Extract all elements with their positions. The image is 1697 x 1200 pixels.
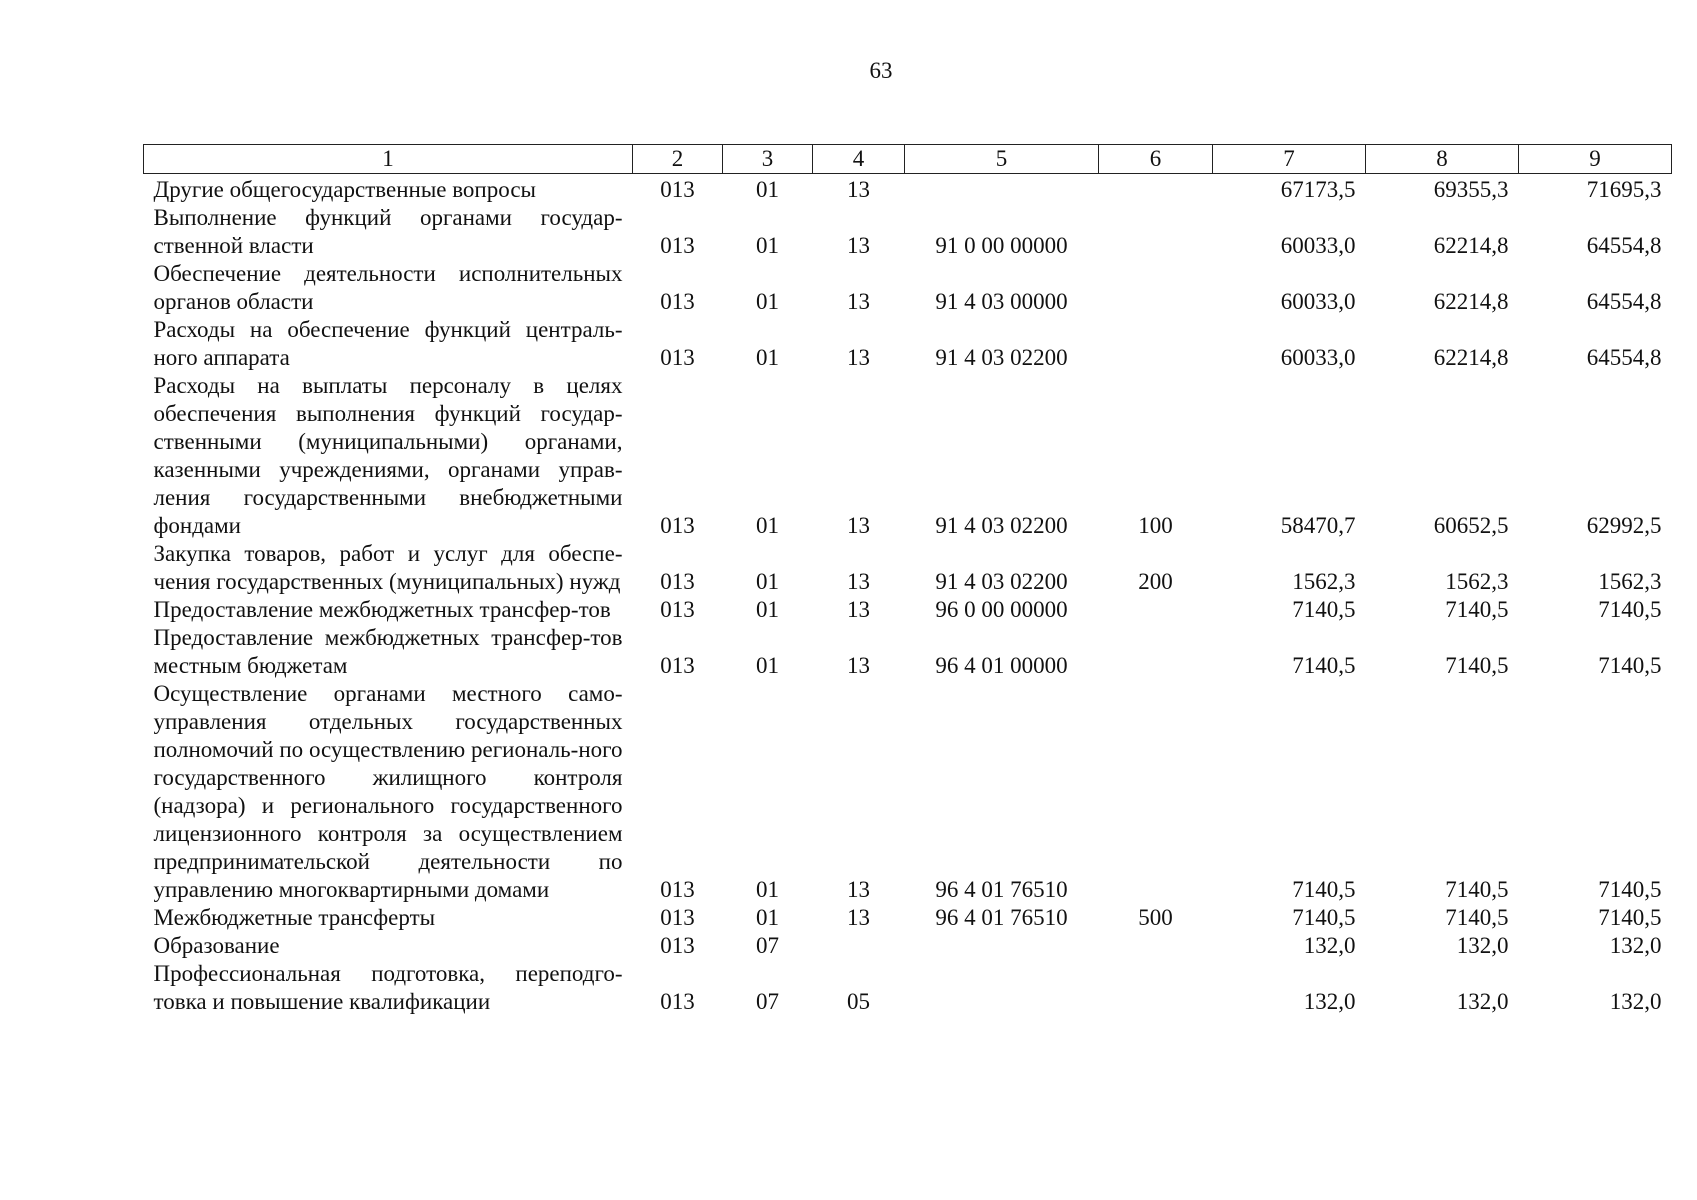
row-name: Другие общегосударственные вопросы	[153, 177, 536, 202]
row-section: 01	[756, 177, 779, 202]
table-row	[144, 624, 1672, 680]
row-amount-3: 7140,5	[1598, 905, 1662, 930]
row-amount-1: 60033,0	[1280, 289, 1356, 314]
row-name: Осуществление органами местного само-управления отдельных государственных полномочий по осуществлению региональ-ного государственного жилищного контроля (надзора) и регионального государственного лицензионного контроля за осуществлением предпринимательской деятельности по управлению многоквартирными домами	[153, 681, 623, 902]
row-target-article: 96 0 00 00000	[935, 597, 1068, 622]
row-amount-3: 132,0	[1609, 989, 1662, 1014]
row-subsection: 13	[847, 569, 870, 594]
row-expense-type	[1099, 316, 1213, 372]
header-col-9: 9	[1519, 145, 1672, 174]
row-target-article	[905, 932, 1099, 960]
table-row	[144, 174, 1672, 205]
row-grbs: 013	[660, 233, 695, 258]
row-grbs: 013	[660, 597, 695, 622]
row-amount-2: 62214,8	[1433, 345, 1509, 370]
table-row	[144, 680, 1672, 904]
row-amount-2: 7140,5	[1445, 905, 1509, 930]
row-name: Предоставление межбюджетных трансфер-тов	[153, 597, 611, 622]
row-subsection: 13	[847, 233, 870, 258]
table-row	[144, 316, 1672, 372]
row-amount-1: 60033,0	[1280, 345, 1356, 370]
table-row	[144, 932, 1672, 960]
table-row	[144, 904, 1672, 932]
row-amount-3: 71695,3	[1586, 177, 1662, 202]
row-expense-type	[1099, 260, 1213, 316]
header-col-1: 1	[144, 145, 633, 174]
row-grbs: 013	[660, 569, 695, 594]
row-target-article: 91 4 03 02200	[935, 569, 1068, 594]
row-amount-1: 67173,5	[1280, 177, 1356, 202]
row-name: Расходы на обеспечение функций централь-ного аппарата	[153, 317, 623, 370]
row-grbs: 013	[660, 877, 695, 902]
row-expense-type: 500	[1138, 905, 1173, 930]
row-grbs: 013	[660, 905, 695, 930]
row-section: 01	[756, 905, 779, 930]
row-section: 01	[756, 569, 779, 594]
header-col-3: 3	[723, 145, 813, 174]
row-expense-type: 200	[1138, 569, 1173, 594]
table-row	[144, 960, 1672, 1016]
row-name: Предоставление межбюджетных трансфер-тов местным бюджетам	[153, 625, 623, 678]
row-expense-type	[1099, 960, 1213, 1016]
page-number: 63	[869, 58, 893, 83]
table-row	[144, 260, 1672, 316]
row-subsection: 13	[847, 513, 870, 538]
row-subsection: 05	[847, 989, 870, 1014]
row-amount-2: 1562,3	[1445, 569, 1509, 594]
row-amount-1: 7140,5	[1292, 597, 1356, 622]
header-col-7: 7	[1213, 145, 1366, 174]
row-amount-1: 58470,7	[1280, 513, 1356, 538]
row-subsection: 13	[847, 877, 870, 902]
row-grbs: 013	[660, 177, 695, 202]
table-row	[144, 540, 1672, 596]
row-amount-2: 7140,5	[1445, 653, 1509, 678]
row-name: Межбюджетные трансферты	[153, 905, 436, 930]
row-amount-1: 60033,0	[1280, 233, 1356, 258]
row-amount-1: 132,0	[1303, 989, 1356, 1014]
row-expense-type	[1099, 680, 1213, 904]
row-target-article	[905, 174, 1099, 205]
row-expense-type	[1099, 624, 1213, 680]
row-target-article: 91 4 03 00000	[935, 289, 1068, 314]
row-amount-2: 60652,5	[1433, 513, 1509, 538]
header-col-8: 8	[1366, 145, 1519, 174]
table-row	[144, 204, 1672, 260]
row-grbs: 013	[660, 345, 695, 370]
row-section: 01	[756, 233, 779, 258]
row-section: 07	[756, 989, 779, 1014]
row-section: 01	[756, 597, 779, 622]
row-name: Выполнение функций органами государ-ственной власти	[153, 205, 623, 258]
row-target-article: 96 4 01 76510	[935, 905, 1068, 930]
row-amount-3: 1562,3	[1598, 569, 1662, 594]
row-amount-3: 62992,5	[1586, 513, 1662, 538]
row-expense-type	[1099, 174, 1213, 205]
row-amount-2: 7140,5	[1445, 597, 1509, 622]
row-amount-2: 132,0	[1456, 933, 1509, 958]
row-target-article: 96 4 01 00000	[935, 653, 1068, 678]
header-col-6: 6	[1099, 145, 1213, 174]
table-row	[144, 372, 1672, 540]
row-amount-1: 7140,5	[1292, 905, 1356, 930]
row-amount-1: 7140,5	[1292, 653, 1356, 678]
row-target-article: 91 0 00 00000	[935, 233, 1068, 258]
row-grbs: 013	[660, 933, 695, 958]
row-expense-type	[1099, 932, 1213, 960]
row-name: Закупка товаров, работ и услуг для обеспе-чения государственных (муниципальных) нужд	[153, 541, 623, 594]
row-target-article: 91 4 03 02200	[935, 513, 1068, 538]
row-amount-2: 62214,8	[1433, 289, 1509, 314]
budget-table	[143, 144, 1672, 1016]
row-target-article: 91 4 03 02200	[935, 345, 1068, 370]
row-subsection: 13	[847, 653, 870, 678]
row-amount-3: 64554,8	[1586, 345, 1662, 370]
row-subsection: 13	[847, 905, 870, 930]
row-section: 01	[756, 513, 779, 538]
header-col-4: 4	[813, 145, 905, 174]
row-amount-1: 132,0	[1303, 933, 1356, 958]
row-name: Образование	[153, 933, 280, 958]
table-header	[144, 145, 1672, 174]
row-section: 01	[756, 345, 779, 370]
row-amount-3: 7140,5	[1598, 877, 1662, 902]
row-subsection: 13	[847, 177, 870, 202]
row-expense-type	[1099, 204, 1213, 260]
row-name: Профессиональная подготовка, переподго-товка и повышение квалификации	[153, 961, 623, 1014]
row-section: 01	[756, 877, 779, 902]
table-body	[144, 174, 1672, 1017]
row-amount-1: 1562,3	[1292, 569, 1356, 594]
row-subsection	[813, 932, 905, 960]
row-subsection: 13	[847, 345, 870, 370]
row-amount-2: 7140,5	[1445, 877, 1509, 902]
row-grbs: 013	[660, 289, 695, 314]
row-name: Расходы на выплаты персоналу в целях обеспечения выполнения функций государ-ственными (муниципальными) органами, казенными учреждениями, органами управ-ления государственными внебюджетными фондами	[153, 373, 623, 538]
table-row	[144, 596, 1672, 624]
row-grbs: 013	[660, 989, 695, 1014]
row-target-article	[905, 960, 1099, 1016]
row-target-article: 96 4 01 76510	[935, 877, 1068, 902]
header-col-2: 2	[633, 145, 723, 174]
header-col-5: 5	[905, 145, 1099, 174]
row-amount-3: 7140,5	[1598, 653, 1662, 678]
row-expense-type: 100	[1138, 513, 1173, 538]
row-section: 01	[756, 653, 779, 678]
header-row	[144, 145, 1672, 174]
row-amount-3: 64554,8	[1586, 289, 1662, 314]
row-amount-2: 132,0	[1456, 989, 1509, 1014]
row-amount-3: 7140,5	[1598, 597, 1662, 622]
row-amount-2: 62214,8	[1433, 233, 1509, 258]
row-subsection: 13	[847, 289, 870, 314]
row-grbs: 013	[660, 653, 695, 678]
row-amount-1: 7140,5	[1292, 877, 1356, 902]
row-subsection: 13	[847, 597, 870, 622]
row-amount-2: 69355,3	[1433, 177, 1509, 202]
row-grbs: 013	[660, 513, 695, 538]
row-section: 01	[756, 289, 779, 314]
row-section: 07	[756, 933, 779, 958]
row-name: Обеспечение деятельности исполнительных органов области	[153, 261, 623, 314]
row-expense-type	[1099, 596, 1213, 624]
row-amount-3: 132,0	[1609, 933, 1662, 958]
row-amount-3: 64554,8	[1586, 233, 1662, 258]
